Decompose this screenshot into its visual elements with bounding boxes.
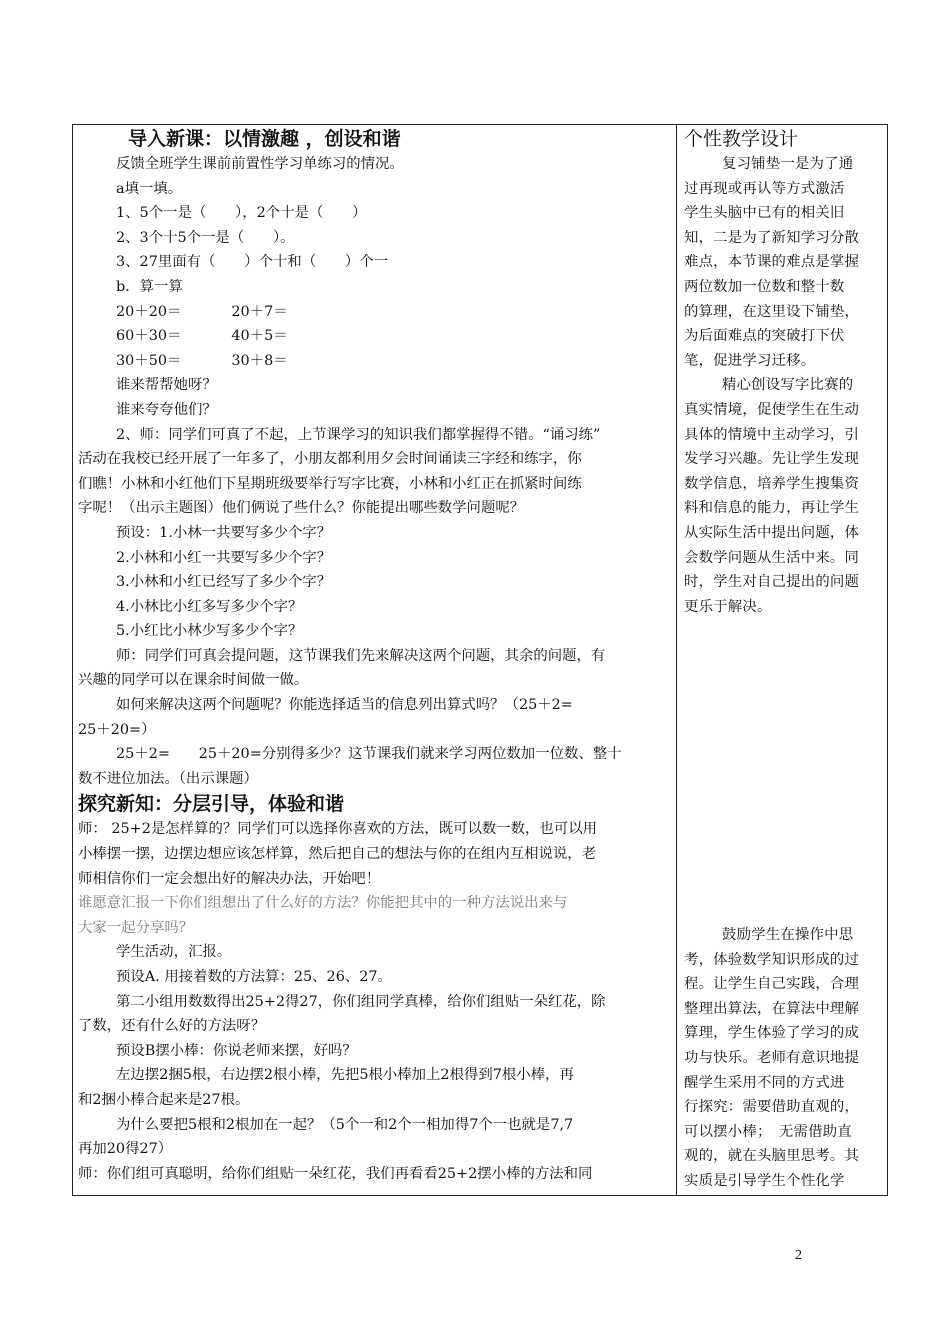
text-line: 反馈全班学生课前前置性学习单练习的情况。 bbox=[116, 156, 404, 172]
calc-item: 40＋5＝ bbox=[231, 328, 288, 345]
design-notes-column bbox=[684, 126, 884, 1189]
text-line: 第二小组用数数得出25+2得27，你们组同学真棒，给你们组贴一朵红花，除 bbox=[116, 993, 606, 1010]
note-line: 料和信息的能力，再让学生 bbox=[684, 500, 860, 517]
text-line: 2、师：同学们可真了不起，上节课学习的知识我们都掌握得不错。“诵习练” bbox=[116, 426, 601, 443]
text-line: 数不进位加法。（出示课题） bbox=[78, 770, 258, 787]
text-line: 预设：1.小林一共要写多少个字？ bbox=[116, 524, 332, 541]
design-note-operation bbox=[684, 923, 884, 1194]
text-line: 师：同学们可真会提问题，这节课我们先来解决这两个问题，其余的问题，有 bbox=[116, 647, 606, 664]
note-line: 算理，学生体验了学习的成 bbox=[684, 1025, 860, 1042]
note-line: 从实际生活中提出问题，体 bbox=[684, 524, 860, 541]
text-line: 4.小林比小红多写多少个字？ bbox=[116, 598, 303, 615]
text-line: 再加20得27） bbox=[78, 1141, 173, 1158]
note-line: 更乐于解决。 bbox=[684, 598, 772, 615]
note-line: 程。让学生自己实践，合理 bbox=[684, 976, 860, 993]
text-line: 师： 25+2是怎样算的？同学们可以选择你喜欢的方法，既可以数一数，也可以用 bbox=[78, 821, 597, 838]
note-line: 功与快乐。老师有意识地提 bbox=[684, 1049, 860, 1066]
text-line: 师相信你们一定会想出好的解决办法，开始吧！ bbox=[78, 870, 381, 887]
text-line: 活动在我校已经开展了一年多了，小朋友都利用夕会时间诵读三字经和练字，你 bbox=[78, 451, 582, 468]
text-line: 了数，还有什么好的方法呀？ bbox=[78, 1018, 266, 1035]
note-line: 笔，促进学习迁移。 bbox=[684, 352, 816, 369]
note-line: 整理出算法，在算法中理解 bbox=[684, 1000, 860, 1017]
note-line: 时，学生对自己提出的问题 bbox=[684, 574, 860, 591]
text-line: a填一填。 bbox=[116, 180, 183, 197]
note-line: 难点，本节课的难点是掌握 bbox=[684, 254, 860, 271]
calc-item: 20＋20＝ bbox=[116, 303, 182, 320]
note-line: 复习铺垫一是为了通 bbox=[722, 156, 854, 172]
text-line: 左边摆2捆5根，右边摆2根小棒，先把5根小棒加上2根得到7根小棒，再 bbox=[116, 1067, 574, 1084]
text-line: 兴趣的同学可以在课余时间做一做。 bbox=[78, 672, 309, 689]
note-line: 观的，就在头脑里思考。其 bbox=[684, 1148, 860, 1165]
note-line: 精心创设写字比赛的 bbox=[722, 377, 854, 394]
text-line: 大家一起分享吗？ bbox=[78, 919, 194, 936]
note-line: 真实情境，促使学生在生动 bbox=[684, 401, 860, 418]
text-line: 小棒摆一摆，边摆边想应该怎样算，然后把自己的想法与你的在组内互相说说，老 bbox=[78, 846, 597, 863]
column-divider bbox=[676, 124, 677, 1196]
note-line: 行探究：需要借助直观的， bbox=[684, 1099, 860, 1116]
note-line: 发学习兴趣。先让学生发现 bbox=[684, 451, 860, 468]
design-note-scenario bbox=[684, 373, 884, 619]
text-line: 如何来解决这两个问题呢？你能选择适当的信息列出算式吗？（25＋2= bbox=[116, 697, 573, 714]
calc-row bbox=[78, 324, 672, 349]
calc-item: 30＋8＝ bbox=[231, 352, 288, 369]
text-line: 1、5个一是（ ），2个十是（ ） bbox=[116, 205, 367, 222]
note-line: 考，体验数学知识形成的过 bbox=[684, 951, 860, 968]
note-line: 学生头脑中已有的相关旧 bbox=[684, 205, 845, 222]
text-line: 3、27里面有（ ）个十和（ ）个一 bbox=[116, 254, 389, 271]
text-line: 师：你们组可真聪明，给你们组贴一朵红花，我们再看看25+2摆小棒的方法和同 bbox=[78, 1165, 593, 1182]
text-line: 25＋2= 25＋20=分别得多少？这节课我们就来学习两位数加一位数、整十 bbox=[116, 746, 622, 763]
lesson-content-column bbox=[78, 126, 672, 1186]
design-note-review bbox=[684, 152, 884, 373]
text-line: b．算一算 bbox=[116, 278, 183, 295]
text-line: 谁愿意汇报一下你们组想出了什么好的方法？你能把其中的一种方法说出来与 bbox=[78, 895, 568, 912]
page-number: 2 bbox=[795, 1248, 802, 1263]
note-line: 数学信息，培养学生搜集资 bbox=[684, 475, 860, 492]
note-line: 知，二是为了新知学习分散 bbox=[684, 229, 860, 246]
note-line: 会数学问题从生活中来。同 bbox=[684, 549, 860, 566]
text-line: 和2捆小棒合起来是27根。 bbox=[78, 1091, 250, 1108]
calc-row bbox=[78, 349, 672, 374]
text-line: 学生活动，汇报。 bbox=[116, 944, 232, 961]
note-line: 实质是引导学生个性化学 bbox=[684, 1172, 845, 1189]
calc-item: 30＋50＝ bbox=[116, 352, 182, 369]
calc-item: 20＋7＝ bbox=[231, 303, 288, 320]
side-column-title: 个性教学设计 bbox=[684, 128, 799, 150]
note-line: 过再现或再认等方式激活 bbox=[684, 180, 845, 197]
note-line: 鼓励学生在操作中思 bbox=[722, 927, 854, 943]
section-heading-intro: 导入新课：以情激趣 ，创设和谐 bbox=[128, 128, 401, 150]
text-line: 5.小红比小林少写多少个字？ bbox=[116, 623, 303, 640]
note-line: 醒学生采用不同的方式进 bbox=[684, 1074, 845, 1091]
text-line: 2、3个十5个一是（ ）。 bbox=[116, 229, 295, 246]
note-line: 具体的情境中主动学习，引 bbox=[684, 426, 860, 443]
section-heading-explore: 探究新知：分层引导，体验和谐 bbox=[78, 793, 345, 816]
text-line: 预设B摆小棒：你说老师来摆，好吗？ bbox=[116, 1042, 357, 1059]
text-line: 们瞧！小林和小红他们下星期班级要举行写字比赛，小林和小红正在抓紧时间练 bbox=[78, 475, 582, 492]
text-line: 字呢！（出示主题图）他们俩说了些什么？你能提出哪些数学问题呢？ bbox=[78, 500, 525, 517]
note-line: 两位数加一位数和整十数 bbox=[684, 278, 845, 295]
calc-item: 60＋30＝ bbox=[116, 328, 182, 345]
text-line: 谁来夸夸他们？ bbox=[116, 401, 217, 418]
note-line: 为后面难点的突破打下伏 bbox=[684, 328, 845, 345]
text-line: 谁来帮帮她呀？ bbox=[116, 377, 217, 394]
text-line: 25＋20=） bbox=[78, 721, 156, 738]
note-line: 可以摆小棒； 无需借助直 bbox=[684, 1123, 852, 1140]
text-line: 预设A. 用接着数的方法算：25、26、27。 bbox=[116, 969, 392, 985]
text-line: 3.小林和小红已经写了多少个字？ bbox=[116, 574, 332, 591]
note-line: 的算理，在这里设下铺垫， bbox=[684, 303, 860, 320]
calc-row bbox=[78, 300, 672, 325]
text-line: 为什么要把5根和2根加在一起？（5个一和2个一相加得7个一也就是7,7 bbox=[116, 1116, 574, 1133]
text-line: 2.小林和小红一共要写多少个字？ bbox=[116, 549, 332, 566]
